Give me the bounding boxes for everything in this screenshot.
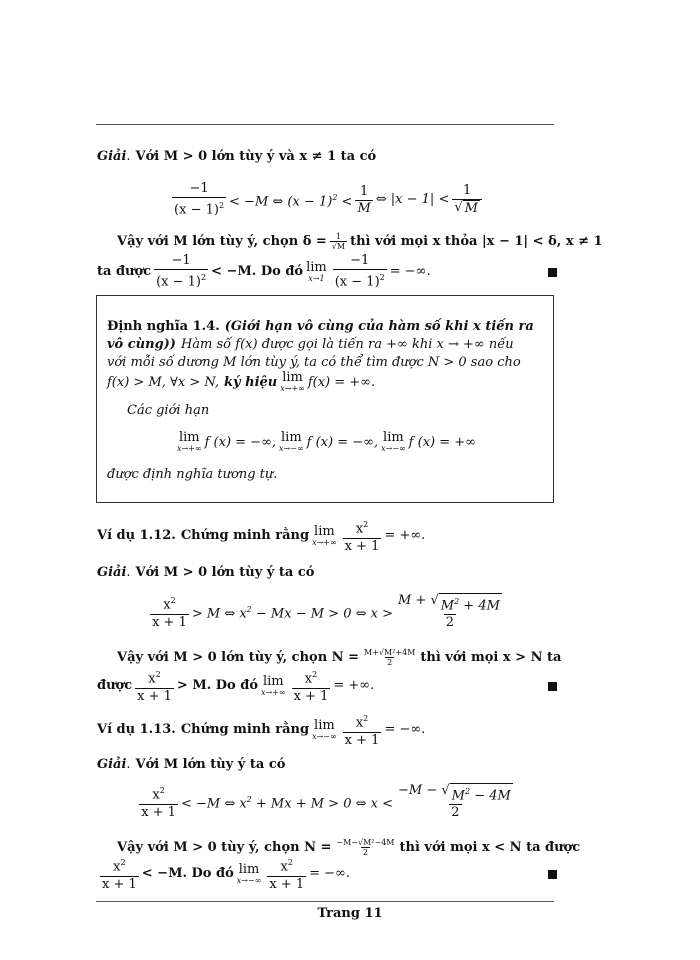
solution-label: Giải (97, 149, 127, 164)
definition-line-2: vô cùng)) Hàm số f(x) được gọi là tiến ra +∞ khi x → +∞ nếu (107, 337, 514, 352)
definition-line-4: f(x) > M, ∀x > N, ký hiệu lim x→+∞ f(x) = +∞. (107, 370, 376, 393)
solution2-conclusion-1: Vậy với M > 0 lớn tùy ý, chọn N = $\frac{\text{M+√M²+4M}}{2}$ thì với mọi x > N ta (117, 648, 562, 667)
page-number: Trang 11 (317, 906, 383, 921)
example-1-12: Ví dụ 1.12. Chứng minh rằng lim x→+∞ $\frac{x^2}{x + 1}$ = +∞. (97, 520, 426, 554)
definition-similarly: được định nghĩa tương tự. (107, 467, 278, 482)
solution3-conclusion-1: Vậy với M > 0 tùy ý, chọn N = $\frac{\text{−M−√M²−4M}}{2}$ thì với mọi x < N ta được (117, 838, 581, 857)
solution3-intro-line: Giải . Với M lớn tùy ý ta có (97, 757, 286, 772)
definition-title: Định nghĩa 1.4. (Giới hạn vô cùng của hàm số khi x tiến ra (107, 319, 534, 334)
equation-2: $\frac{x^2}{x + 1}$ > M ⇔ $x^2 - Mx - M > 0$ ⇔ x > M + √ $M^2 + 4M$ 2 (152, 592, 500, 631)
solution2-intro-line: Giải . Với M > 0 lớn tùy ý ta có (97, 565, 315, 580)
solution1-intro: Với M > 0 lớn tùy ý và x ≠ 1 ta có (135, 149, 377, 164)
qed-square (548, 870, 557, 879)
qed-square (548, 682, 557, 691)
footer-rule (96, 901, 554, 902)
example-1-13: Ví dụ 1.13. Chứng minh rằng lim x→−∞ $\frac{x^2}{x + 1}$ = −∞. (97, 714, 426, 748)
solution1-conclusion-2: ta được $\frac{-1}{(x - 1)^2}$ < −M. Do đó lim x→1 $\frac{-1}{(x - 1)^2}$ = −∞. (97, 254, 557, 290)
header-rule (96, 124, 554, 125)
qed-square (548, 268, 557, 277)
definition-box (96, 295, 554, 503)
solution3-conclusion-2: $\frac{x^2}{x + 1}$ < −M. Do đó lim x→−∞ $\frac{x^2}{x + 1}$ = −∞. (97, 856, 557, 892)
definition-equation: lim x→+∞ f (x) = −∞, lim x→−∞ f (x) = −∞, lim x→−∞ f (x) = +∞ (177, 430, 476, 453)
equation-1: $\frac{-1}{(x - 1)^2}$ < −M ⇔ $(x - 1)^2$ < $\frac{1}{M}$ ⇔ |x − 1| < 1 √ M (97, 180, 557, 220)
equation-3: $\frac{x^2}{x + 1}$ < −M ⇔ $x^2 + Mx + M > 0$ ⇔ x < −M − √ $M^2 - 4M$ 2 (141, 782, 511, 821)
solution2-conclusion-2: được $\frac{x^2}{x + 1}$ > M. Do đó lim x→+∞ $\frac{x^2}{x + 1}$ = +∞. (97, 668, 557, 704)
definition-other-limits: Các giới hạn (127, 403, 210, 418)
solution1-intro-line: Giải . Với M > 0 lớn tùy ý và x ≠ 1 ta có (97, 149, 377, 164)
definition-line-3: với mỗi số dương M lớn tùy ý, ta có thể tìm được N > 0 sao cho (107, 355, 521, 370)
solution1-conclusion-1: Vậy với M lớn tùy ý, chọn δ = $\frac{1}{√M}$ thì với mọi x thỏa |x − 1| < δ, x ≠ 1 (117, 232, 603, 251)
